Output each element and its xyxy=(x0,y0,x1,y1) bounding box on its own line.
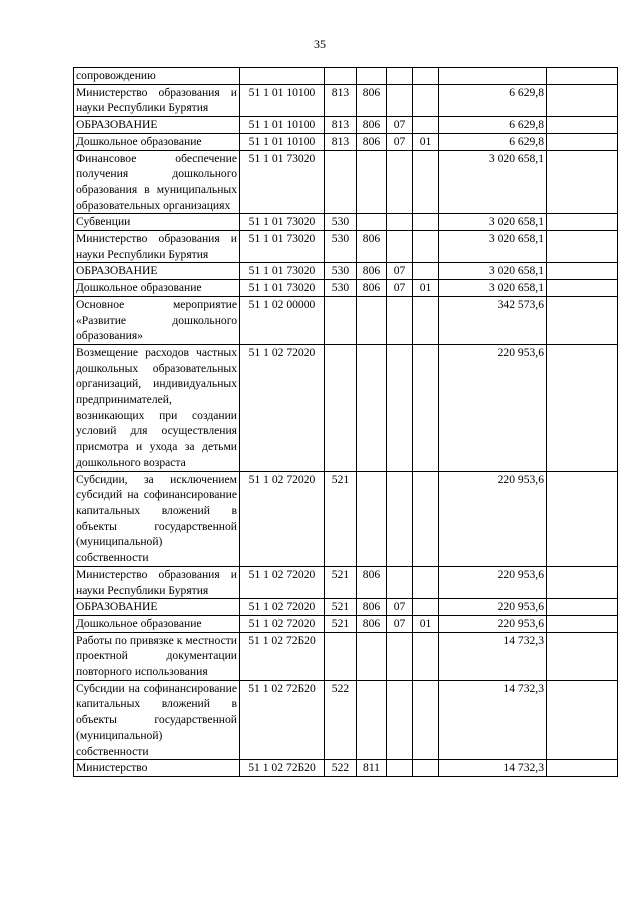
row-csr: 51 1 02 72Б20 xyxy=(240,632,325,680)
row-name: Министерство образования и науки Республики Бурятия xyxy=(74,566,240,598)
budget-table xyxy=(73,67,618,777)
row-sum: 220 953,6 xyxy=(439,615,547,632)
row-vr: 813 xyxy=(325,117,357,134)
row-extra xyxy=(547,214,618,231)
row-csr: 51 1 02 72020 xyxy=(240,615,325,632)
row-extra xyxy=(547,599,618,616)
row-vr: 813 xyxy=(325,84,357,116)
row-grbs: 806 xyxy=(357,566,387,598)
row-vr: 521 xyxy=(325,615,357,632)
row-csr: 51 1 01 73020 xyxy=(240,150,325,214)
table-row xyxy=(74,599,618,616)
table-row xyxy=(74,280,618,297)
row-vr xyxy=(325,344,357,471)
row-grbs xyxy=(357,632,387,680)
row-sum: 220 953,6 xyxy=(439,471,547,566)
row-name: Работы по привязке к местности проектной документации повторного использования xyxy=(74,632,240,680)
row-grbs: 806 xyxy=(357,133,387,150)
row-grbs xyxy=(357,344,387,471)
row-vr xyxy=(325,150,357,214)
row-sum: 14 732,3 xyxy=(439,760,547,777)
row-pr xyxy=(413,263,439,280)
row-vr xyxy=(325,632,357,680)
row-sum: 6 629,8 xyxy=(439,133,547,150)
table-row xyxy=(74,760,618,777)
table-row xyxy=(74,263,618,280)
row-name: Субвенции xyxy=(74,214,240,231)
row-extra xyxy=(547,231,618,263)
row-csr: 51 1 02 72020 xyxy=(240,566,325,598)
row-sum: 3 020 658,1 xyxy=(439,150,547,214)
row-vr: 813 xyxy=(325,133,357,150)
row-pr xyxy=(413,214,439,231)
row-csr: 51 1 02 72020 xyxy=(240,599,325,616)
row-csr: 51 1 01 73020 xyxy=(240,214,325,231)
row-pr xyxy=(413,84,439,116)
row-vr: 530 xyxy=(325,280,357,297)
row-rz xyxy=(387,680,413,760)
page-number: 35 xyxy=(314,37,326,51)
row-grbs xyxy=(357,68,387,85)
row-vr: 522 xyxy=(325,760,357,777)
table-row xyxy=(74,615,618,632)
row-extra xyxy=(547,760,618,777)
row-name: Министерство xyxy=(74,760,240,777)
row-rz xyxy=(387,214,413,231)
row-name: Дошкольное образование xyxy=(74,615,240,632)
row-rz: 07 xyxy=(387,133,413,150)
row-rz xyxy=(387,566,413,598)
row-extra xyxy=(547,117,618,134)
row-grbs xyxy=(357,471,387,566)
row-pr: 01 xyxy=(413,615,439,632)
row-sum: 220 953,6 xyxy=(439,344,547,471)
table-row xyxy=(74,632,618,680)
row-grbs: 806 xyxy=(357,599,387,616)
row-csr: 51 1 01 73020 xyxy=(240,280,325,297)
table-row xyxy=(74,566,618,598)
row-vr: 522 xyxy=(325,680,357,760)
table-row xyxy=(74,68,618,85)
row-extra xyxy=(547,344,618,471)
row-pr xyxy=(413,296,439,344)
row-extra xyxy=(547,84,618,116)
row-name: сопровождению xyxy=(74,68,240,85)
row-pr xyxy=(413,599,439,616)
row-grbs xyxy=(357,150,387,214)
row-rz xyxy=(387,344,413,471)
row-extra xyxy=(547,566,618,598)
row-pr xyxy=(413,68,439,85)
row-sum xyxy=(439,68,547,85)
row-vr: 530 xyxy=(325,231,357,263)
table-row xyxy=(74,214,618,231)
row-pr: 01 xyxy=(413,133,439,150)
row-rz: 07 xyxy=(387,615,413,632)
row-grbs: 806 xyxy=(357,280,387,297)
row-sum: 3 020 658,1 xyxy=(439,214,547,231)
row-name: Субсидии на софинансирование капитальных вложений в объекты государственной (муниципальной) собственности xyxy=(74,680,240,760)
row-csr: 51 1 01 10100 xyxy=(240,84,325,116)
row-sum: 6 629,8 xyxy=(439,84,547,116)
row-sum: 3 020 658,1 xyxy=(439,263,547,280)
row-rz: 07 xyxy=(387,117,413,134)
row-pr xyxy=(413,231,439,263)
row-pr xyxy=(413,344,439,471)
budget-table-body xyxy=(74,68,618,777)
row-vr xyxy=(325,296,357,344)
row-sum: 14 732,3 xyxy=(439,632,547,680)
row-grbs: 806 xyxy=(357,231,387,263)
row-grbs: 806 xyxy=(357,84,387,116)
row-csr: 51 1 02 72020 xyxy=(240,344,325,471)
row-csr: 51 1 01 73020 xyxy=(240,263,325,280)
row-pr: 01 xyxy=(413,280,439,297)
row-extra xyxy=(547,280,618,297)
row-grbs: 806 xyxy=(357,615,387,632)
row-name: ОБРАЗОВАНИЕ xyxy=(74,599,240,616)
row-vr: 521 xyxy=(325,471,357,566)
row-sum: 3 020 658,1 xyxy=(439,280,547,297)
table-row xyxy=(74,231,618,263)
row-grbs: 806 xyxy=(357,117,387,134)
row-sum: 6 629,8 xyxy=(439,117,547,134)
row-name: Дошкольное образование xyxy=(74,133,240,150)
row-csr: 51 1 02 72Б20 xyxy=(240,680,325,760)
row-csr: 51 1 01 73020 xyxy=(240,231,325,263)
row-vr: 521 xyxy=(325,599,357,616)
row-rz xyxy=(387,632,413,680)
row-extra xyxy=(547,296,618,344)
row-pr xyxy=(413,471,439,566)
row-extra xyxy=(547,471,618,566)
row-rz: 07 xyxy=(387,280,413,297)
table-row xyxy=(74,150,618,214)
table-row xyxy=(74,133,618,150)
table-row xyxy=(74,344,618,471)
row-extra xyxy=(547,68,618,85)
table-row xyxy=(74,117,618,134)
row-rz xyxy=(387,471,413,566)
row-sum: 220 953,6 xyxy=(439,566,547,598)
row-rz xyxy=(387,68,413,85)
row-csr: 51 1 01 10100 xyxy=(240,133,325,150)
row-rz xyxy=(387,760,413,777)
row-name: Дошкольное образование xyxy=(74,280,240,297)
row-vr xyxy=(325,68,357,85)
row-vr: 530 xyxy=(325,214,357,231)
row-sum: 220 953,6 xyxy=(439,599,547,616)
row-name: Министерство образования и науки Республики Бурятия xyxy=(74,231,240,263)
table-row xyxy=(74,296,618,344)
row-vr: 530 xyxy=(325,263,357,280)
row-csr: 51 1 02 72Б20 xyxy=(240,760,325,777)
row-extra xyxy=(547,263,618,280)
row-rz xyxy=(387,231,413,263)
row-grbs xyxy=(357,296,387,344)
row-grbs xyxy=(357,214,387,231)
row-pr xyxy=(413,117,439,134)
table-row xyxy=(74,84,618,116)
row-name: Субсидии, за исключением субсидий на софинансирование капитальных вложений в объекты государственной (муниципальной) собственности xyxy=(74,471,240,566)
row-grbs: 811 xyxy=(357,760,387,777)
row-csr xyxy=(240,68,325,85)
table-row xyxy=(74,471,618,566)
row-extra xyxy=(547,150,618,214)
row-csr: 51 1 01 10100 xyxy=(240,117,325,134)
row-name: Основное мероприятие «Развитие дошкольного образования» xyxy=(74,296,240,344)
row-grbs xyxy=(357,680,387,760)
row-pr xyxy=(413,760,439,777)
row-name: ОБРАЗОВАНИЕ xyxy=(74,117,240,134)
row-vr: 521 xyxy=(325,566,357,598)
row-pr xyxy=(413,632,439,680)
row-pr xyxy=(413,566,439,598)
row-sum: 14 732,3 xyxy=(439,680,547,760)
row-extra xyxy=(547,133,618,150)
row-sum: 342 573,6 xyxy=(439,296,547,344)
row-rz xyxy=(387,150,413,214)
row-sum: 3 020 658,1 xyxy=(439,231,547,263)
row-csr: 51 1 02 72020 xyxy=(240,471,325,566)
row-grbs: 806 xyxy=(357,263,387,280)
row-name: Возмещение расходов частных дошкольных образовательных организаций, индивидуальных предпринимателей, возникающих при создании условий для осуществления присмотра и ухода за детьми дошкольного возраста xyxy=(74,344,240,471)
row-csr: 51 1 02 00000 xyxy=(240,296,325,344)
row-extra xyxy=(547,632,618,680)
row-extra xyxy=(547,615,618,632)
table-row xyxy=(74,680,618,760)
row-pr xyxy=(413,680,439,760)
row-pr xyxy=(413,150,439,214)
row-extra xyxy=(547,680,618,760)
row-rz: 07 xyxy=(387,599,413,616)
row-rz xyxy=(387,84,413,116)
row-name: Финансовое обеспечение получения дошкольного образования в муниципальных образовательных организациях xyxy=(74,150,240,214)
row-name: Министерство образования и науки Республики Бурятия xyxy=(74,84,240,116)
row-rz: 07 xyxy=(387,263,413,280)
row-rz xyxy=(387,296,413,344)
row-name: ОБРАЗОВАНИЕ xyxy=(74,263,240,280)
